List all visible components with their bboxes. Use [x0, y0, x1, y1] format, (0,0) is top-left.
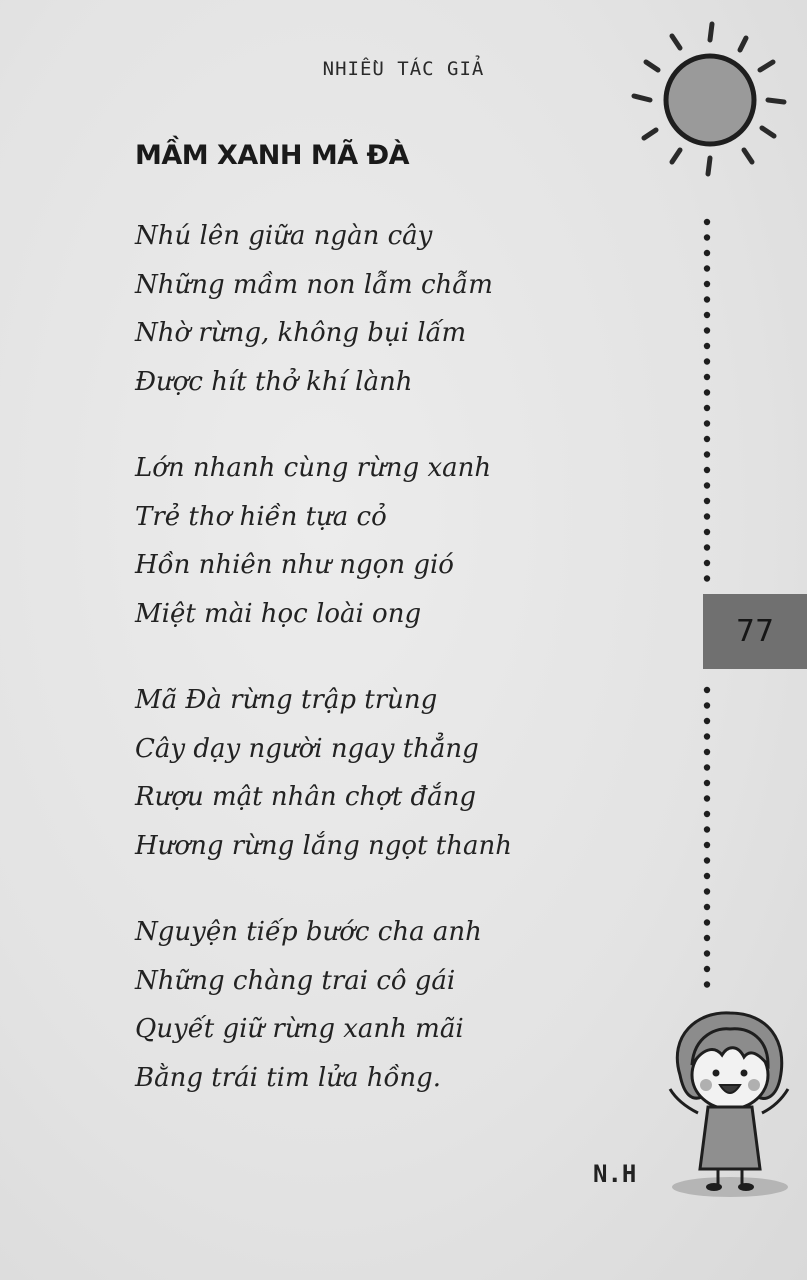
poem-line: Lớn nhanh cùng rừng xanh: [135, 453, 492, 483]
divider-dot: [704, 981, 710, 987]
poem-line: Những mầm non lẫm chẫm: [135, 269, 493, 300]
girl-illustration-icon: [658, 1005, 798, 1205]
running-header: NHIỀU TÁC GIẢ: [322, 58, 485, 80]
poem-line: Hương rừng lắng ngọt thanh: [135, 830, 512, 861]
divider-dot: [704, 374, 710, 380]
divider-dot: [704, 529, 710, 535]
divider-dot: [704, 702, 710, 708]
poem-line: Nhú lên giữa ngàn cây: [135, 221, 433, 251]
divider-dot: [704, 498, 710, 504]
divider-dot: [704, 811, 710, 817]
divider-dot: [704, 513, 710, 519]
divider-dot: [704, 873, 710, 879]
divider-dot: [704, 935, 710, 941]
divider-dot: [704, 219, 710, 225]
poem-line: Được hít thở khí lành: [135, 366, 413, 397]
divider-dot: [704, 795, 710, 801]
divider-dot: [704, 327, 710, 333]
poem-title: MẦM XANH MÃ ĐÀ: [135, 140, 410, 171]
divider-dot: [704, 842, 710, 848]
page-number: 77: [735, 614, 775, 649]
divider-dot: [704, 436, 710, 442]
poem-stanza: [135, 212, 512, 406]
poem-line: Bằng trái tim lửa hồng.: [135, 1062, 442, 1093]
dotted-line-divider: [697, 680, 717, 1000]
divider-dot: [704, 919, 710, 925]
divider-dot: [704, 544, 710, 550]
page-number-tab: [703, 594, 807, 669]
poem-line: Miệt mài học loài ong: [135, 598, 422, 629]
divider-dot: [704, 467, 710, 473]
divider-dot: [704, 857, 710, 863]
poem-line: Trẻ thơ hiền tựa cỏ: [135, 501, 387, 532]
poem-body: [135, 212, 512, 1140]
poem-line: Những chàng trai cô gái: [135, 965, 456, 996]
poem-line: Nhờ rừng, không bụi lấm: [135, 318, 467, 348]
divider-dot: [704, 343, 710, 349]
divider-dot: [704, 389, 710, 395]
dotted-line-divider: [697, 212, 717, 592]
poem-stanza: [135, 676, 512, 870]
divider-dot: [704, 234, 710, 240]
divider-dot: [704, 482, 710, 488]
divider-dot: [704, 733, 710, 739]
divider-dot: [704, 888, 710, 894]
divider-dot: [704, 420, 710, 426]
divider-dot: [704, 966, 710, 972]
divider-dot: [704, 749, 710, 755]
poem-stanza: [135, 444, 512, 638]
divider-dot: [704, 575, 710, 581]
divider-dot: [704, 780, 710, 786]
poem-stanza: [135, 908, 512, 1102]
sun-icon: [628, 12, 798, 182]
divider-dot: [704, 405, 710, 411]
divider-dot: [704, 451, 710, 457]
divider-dot: [704, 950, 710, 956]
divider-dot: [704, 358, 710, 364]
poem-line: Hồn nhiên như ngọn gió: [135, 550, 454, 580]
poem-author: N.H: [593, 1160, 637, 1188]
divider-dot: [704, 687, 710, 693]
divider-dot: [704, 250, 710, 256]
poem-line: Cây dạy người ngay thẳng: [135, 733, 479, 764]
divider-dot: [704, 296, 710, 302]
divider-dot: [704, 764, 710, 770]
poem-line: Nguyện tiếp bước cha anh: [135, 917, 482, 947]
divider-dot: [704, 312, 710, 318]
poem-line: Mã Đà rừng trập trùng: [135, 685, 438, 715]
divider-dot: [704, 560, 710, 566]
divider-dot: [704, 904, 710, 910]
divider-dot: [704, 281, 710, 287]
divider-dot: [704, 826, 710, 832]
divider-dot: [704, 265, 710, 271]
poem-line: Rượu mật nhân chợt đắng: [135, 782, 477, 812]
divider-dot: [704, 718, 710, 724]
poem-line: Quyết giữ rừng xanh mãi: [135, 1014, 464, 1044]
